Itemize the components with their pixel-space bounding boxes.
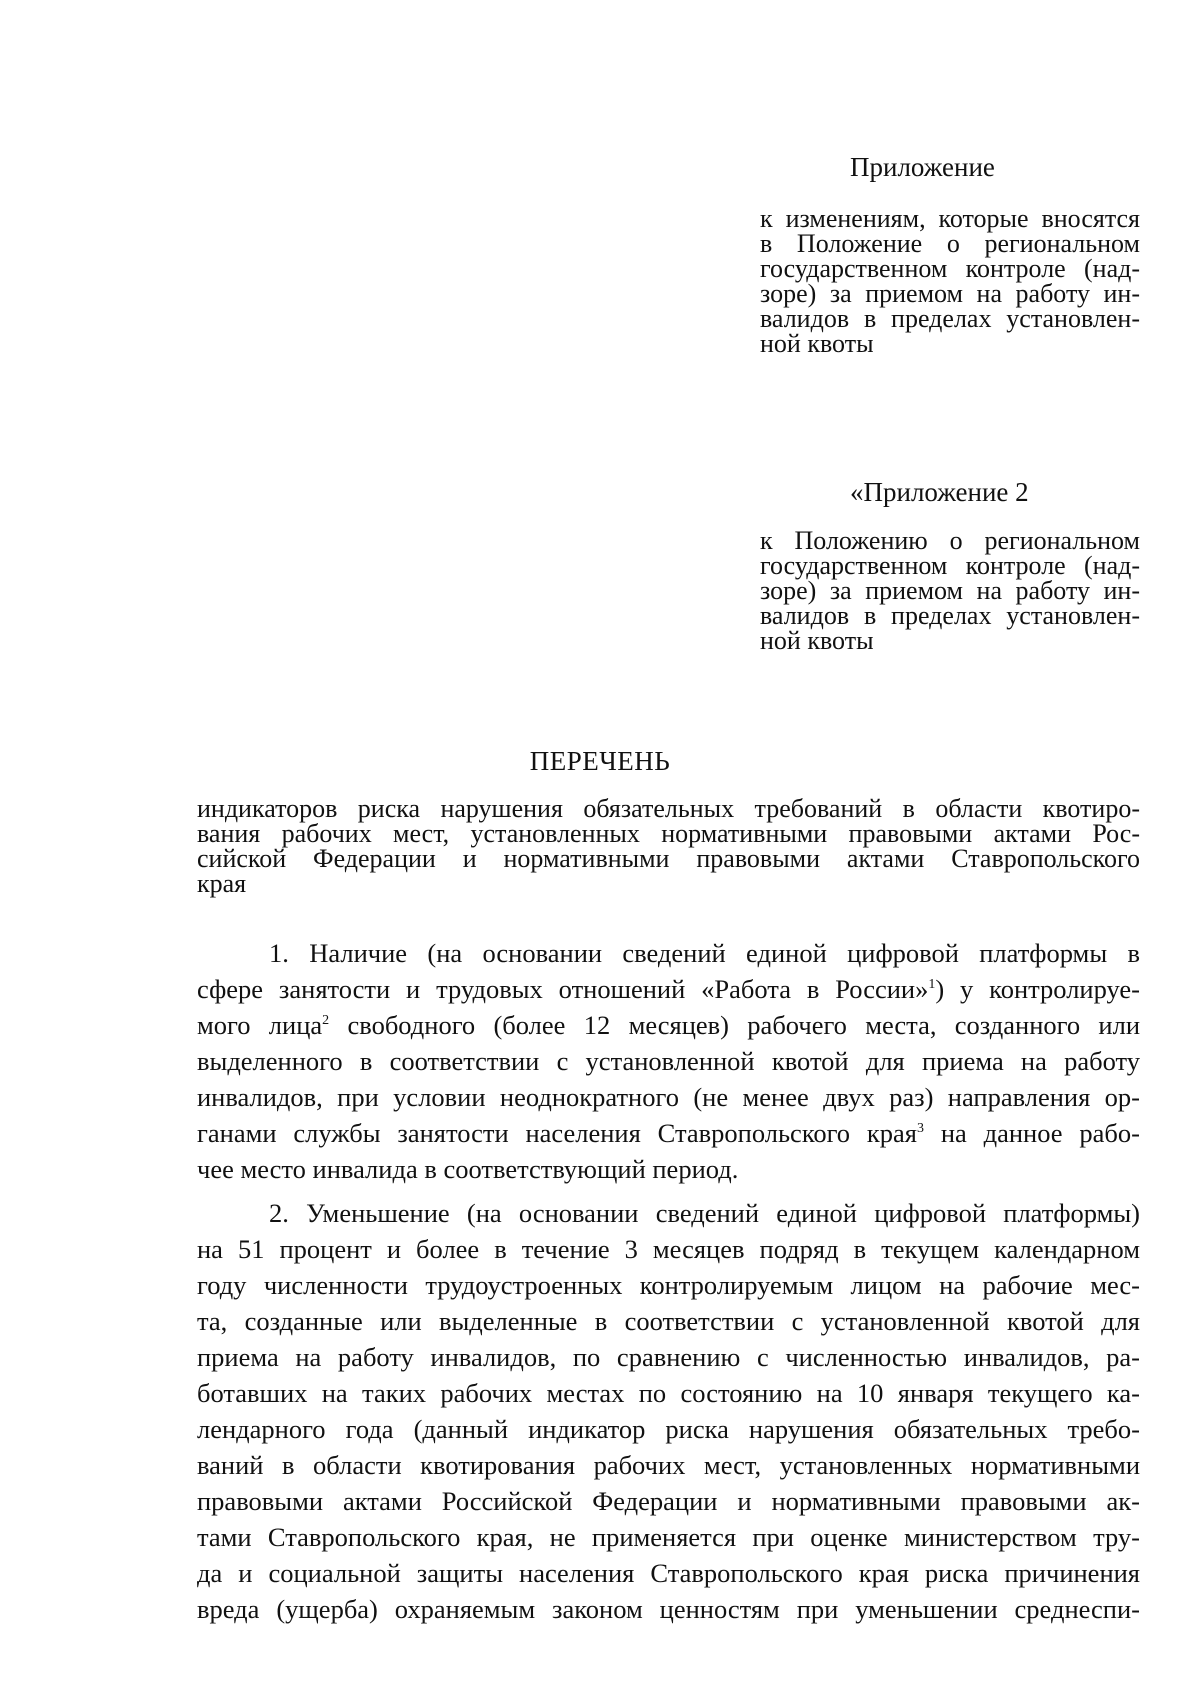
paragraph-1	[197, 935, 1140, 1187]
footnote-ref: 2	[322, 1013, 330, 1028]
paragraph-line	[197, 1115, 1140, 1151]
footnote-ref: 1	[928, 977, 936, 992]
paragraph-text: сфере занятости и трудовых отношений «Работа в России»	[197, 974, 929, 1004]
document-heading: ПЕРЕЧЕНЬ	[529, 746, 671, 776]
paragraph-line: на 51 процент и более в течение 3 месяцев подряд в текущем календарном	[197, 1234, 1140, 1264]
paragraph-line: ботавших на таких рабочих местах по состоянию на 10 января текущего ка-	[197, 1378, 1140, 1408]
appendix-2-line: валидов в пределах установлен-	[760, 601, 1140, 630]
appendix-2-line: ной квоты	[760, 626, 874, 655]
appendix-1-line: ной квоты	[760, 329, 874, 358]
paragraph-line: выделенного в соответствии с установленной квотой для приема на работу	[197, 1046, 1140, 1076]
appendix-1-line: валидов в пределах установлен-	[760, 304, 1140, 333]
paragraph-line: чее место инвалида в соответствующий период.	[197, 1154, 739, 1184]
appendix-1-text	[760, 206, 1140, 356]
appendix-1-line: в Положение о региональном	[760, 229, 1140, 258]
appendix-1-line: государственном контроле (над-	[760, 254, 1140, 283]
appendix-1-title: Приложение	[850, 152, 995, 182]
appendix-2-title: «Приложение 2	[850, 477, 1029, 507]
appendix-2-text	[760, 528, 1140, 653]
paragraph-line	[197, 1007, 1140, 1043]
paragraph-line: та, созданные или выделенные в соответствии с установленной квотой для	[197, 1306, 1140, 1336]
paragraph-line: правовыми актами Российской Федерации и нормативными правовыми ак-	[197, 1486, 1140, 1516]
paragraph-line: инвалидов, при условии неоднократного (не менее двух раз) направления ор-	[197, 1082, 1140, 1112]
subheading-line: вания рабочих мест, установленных нормативными правовыми актами Рос-	[197, 819, 1140, 848]
paragraph-2	[197, 1195, 1140, 1627]
subheading-line: сийской Федерации и нормативными правовыми актами Ставропольского	[197, 844, 1140, 873]
footnote-ref: 3	[916, 1121, 924, 1136]
appendix-2-line: государственном контроле (над-	[760, 551, 1140, 580]
paragraph-text: мого лица	[197, 1010, 323, 1040]
appendix-2-line: зоре) за приемом на работу ин-	[760, 576, 1140, 605]
appendix-1-line: зоре) за приемом на работу ин-	[760, 279, 1140, 308]
paragraph-line: ваний в области квотирования рабочих мест, установленных нормативными	[197, 1450, 1140, 1480]
paragraph-line: 2. Уменьшение (на основании сведений единой цифровой платформы)	[269, 1198, 1140, 1228]
paragraph-text: на данное рабо-	[923, 1118, 1140, 1148]
paragraph-text: ганами службы занятости населения Ставропольского края	[197, 1118, 917, 1148]
paragraph-line: вреда (ущерба) охраняемым законом ценностям при уменьшении среднеспи-	[197, 1594, 1140, 1624]
paragraph-text: свободного (более 12 месяцев) рабочего места, созданного или	[329, 1010, 1141, 1040]
appendix-1-line: к изменениям, которые вносятся	[760, 204, 1140, 233]
subheading-line: края	[197, 869, 247, 898]
paragraph-line: 1. Наличие (на основании сведений единой цифровой платформы в	[269, 938, 1140, 968]
paragraph-line: году численности трудоустроенных контролируемым лицом на рабочие мес-	[197, 1270, 1140, 1300]
paragraph-line: лендарного года (данный индикатор риска нарушения обязательных требо-	[197, 1414, 1140, 1444]
paragraph-text: ) у контролируе-	[935, 974, 1140, 1004]
paragraph-line: тами Ставропольского края, не применяется при оценке министерством тру-	[197, 1522, 1140, 1552]
subheading-line: индикаторов риска нарушения обязательных требований в области квотиро-	[197, 794, 1140, 823]
paragraph-line	[197, 971, 1140, 1007]
document-subheading	[197, 796, 1140, 896]
paragraph-line: приема на работу инвалидов, по сравнению с численностью инвалидов, ра-	[197, 1342, 1140, 1372]
paragraph-line: да и социальной защиты населения Ставропольского края риска причинения	[197, 1558, 1140, 1588]
appendix-2-line: к Положению о региональном	[760, 526, 1140, 555]
